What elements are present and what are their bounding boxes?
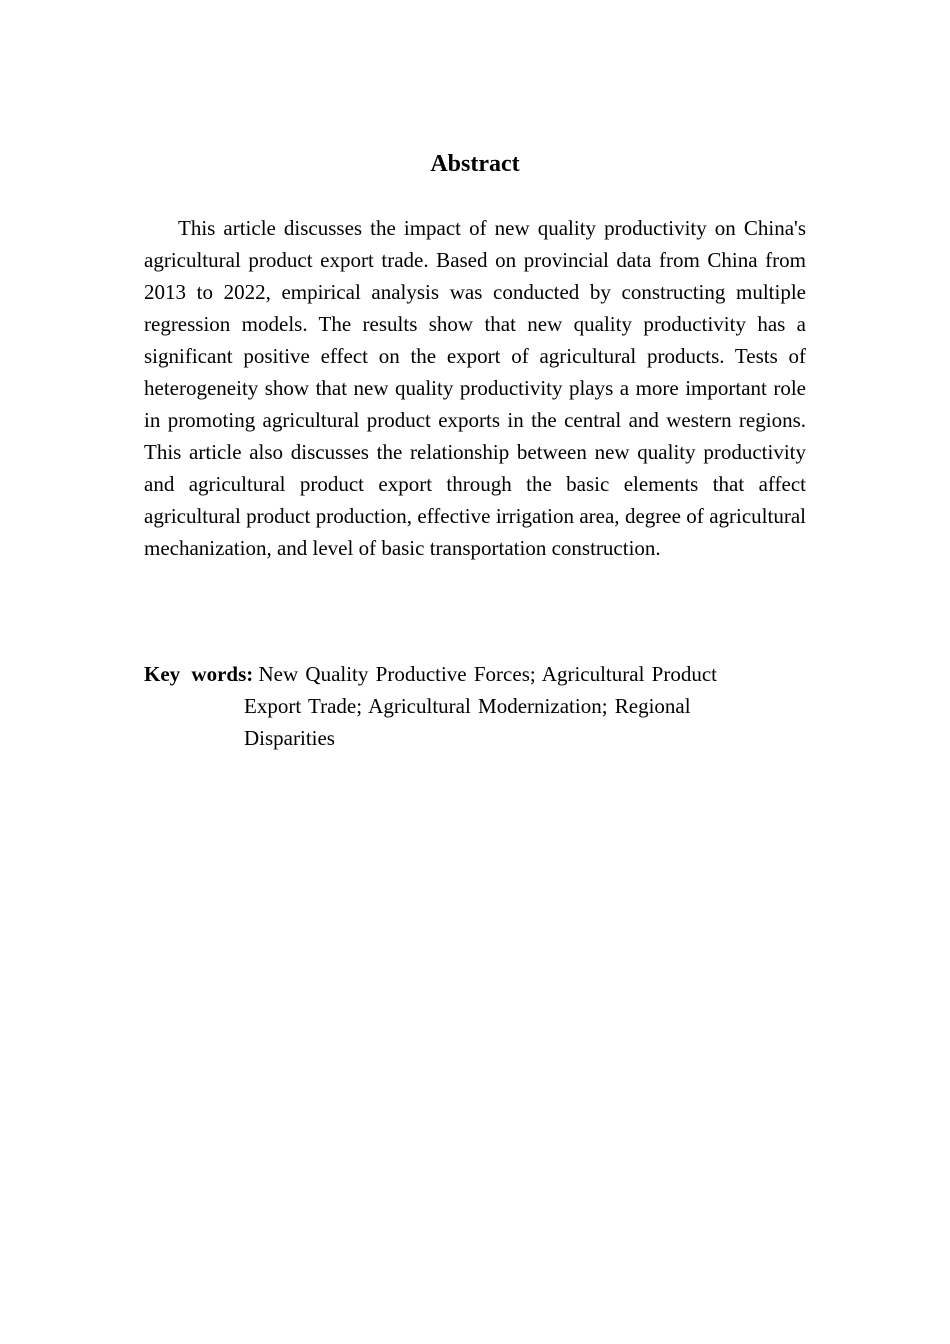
keywords-list: New Quality Productive Forces; Agricultural Product Export Trade; Agricultural Modernization; Regional Disparities xyxy=(244,662,717,750)
abstract-title: Abstract xyxy=(430,151,520,177)
abstract-body: This article discusses the impact of new quality productivity on China's agricultural product export trade. Based on provincial data from China from 2013 to 2022, empirical analysis was conducted by constructing multiple regression models. The results show that new quality productivity has a significant positive effect on the export of agricultural products. Tests of heterogeneity show that new quality productivity plays a more important role in promoting agricultural product exports in the central and western regions. This article also discusses the relationship between new quality productivity and agricultural product export through the basic elements that affect agricultural product production, effective irrigation area, degree of agricultural mechanization, and level of basic transportation construction. xyxy=(144,216,806,560)
keywords-section xyxy=(144,658,764,754)
keywords-label: Key words: xyxy=(144,662,254,686)
